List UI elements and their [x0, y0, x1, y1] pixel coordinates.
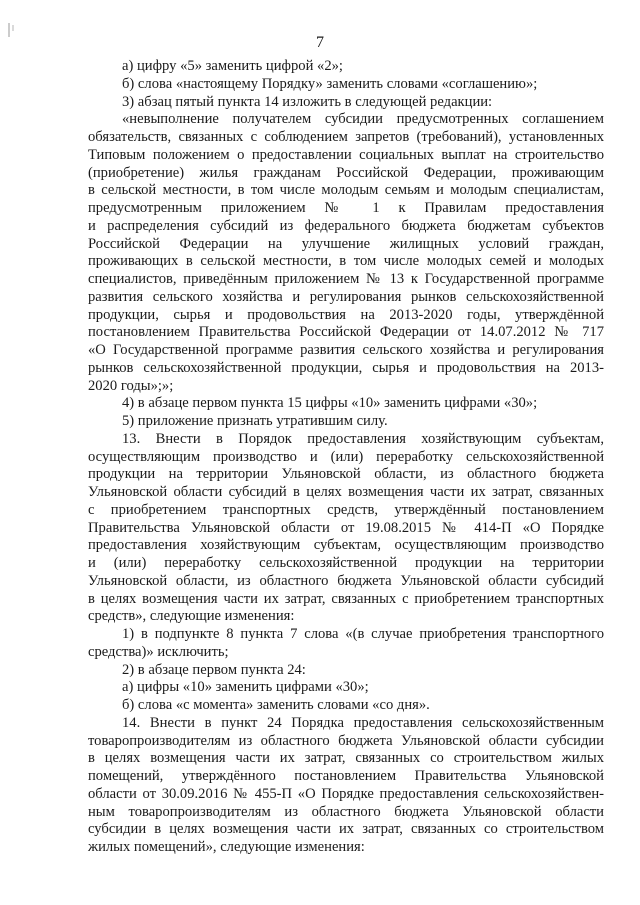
page-number: 7: [316, 34, 324, 51]
text-line: обязательств, связанных с соблюдением запретов (требований), установленных: [88, 129, 604, 145]
text-line: в целях возмещения части их затрат, связанных с приобретением транспортных: [88, 590, 604, 607]
text-line: а) цифру «5» заменить цифрой «2»;: [122, 58, 343, 74]
text-line: специалистов, приведённым приложением № 13 к Государственной программе: [88, 271, 604, 287]
text-line: Ульяновской области субсидий в целях возмещения части их затрат, связанных: [88, 484, 604, 500]
text-line: и распределения субсидий из федерального бюджета бюджетам субъектов: [88, 217, 604, 234]
text-line: субсидии в целях возмещения части их затрат, связанных со строительством: [88, 821, 604, 838]
text-line: рынков сельскохозяйственной продукции, сырья и продовольствия на 2013-: [88, 359, 604, 376]
text-line: 4) в абзаце первом пункта 15 цифры «10» заменить цифрами «30»;: [122, 395, 538, 412]
text-line: 5) приложение признать утратившим силу.: [122, 413, 388, 429]
text-line: развития сельского хозяйства и регулирования рынков сельскохозяйственной: [88, 288, 604, 305]
text-line: 14. Внести в пункт 24 Порядка предоставления сельскохозяйственным: [122, 714, 604, 731]
text-line: 13. Внести в Порядок предоставления хозяйствующим субъектам,: [122, 430, 604, 447]
text-line: в целях возмещения части их затрат, связанных со строительством жилых: [88, 750, 604, 767]
document-body: [88, 58, 604, 857]
text-line: осуществляющим производство и (или) переработку сельскохозяйственной: [88, 448, 604, 465]
text-line: Правительства Ульяновской области от 19.08.2015 № 414-П «О Порядке: [88, 519, 604, 536]
text-line: 2020 годы»;»;: [88, 377, 174, 394]
text-line: и (или) переработку сельскохозяйственной продукции на территории: [88, 555, 604, 571]
text-line: постановлением Правительства Российской Федерации от 14.07.2012 № 717: [88, 324, 604, 341]
text-line: проживающих в сельской местности, в том числе молодых семей и молодых: [88, 253, 604, 270]
text-line: «О Государственной программе развития сельского хозяйства и регулирования: [88, 342, 604, 358]
text-line: б) слова «с момента» заменить словами «со дня».: [122, 697, 430, 713]
text-line: б) слова «настоящему Порядку» заменить словами «соглашению»;: [122, 75, 538, 92]
text-line: (приобретение) жилья гражданам Российской Федерации, проживающим: [88, 164, 604, 181]
text-line: предоставления хозяйствующим субъектам, осуществляющим производство: [88, 537, 604, 554]
text-line: а) цифры «10» заменить цифрами «30»;: [122, 679, 369, 696]
text-line: ным товаропроизводителям из областного бюджета Ульяновской области: [88, 803, 604, 820]
text-line: средства)» исключить;: [88, 643, 229, 660]
text-line: помещений, утверждённого постановлением Правительства Ульяновской: [88, 768, 604, 784]
text-line: 1) в подпункте 8 пункта 7 слова «(в случае приобретения транспортного: [122, 626, 604, 642]
text-line: предусмотренным приложением № 1 к Правилам предоставления: [88, 200, 604, 216]
text-line: жилых помещений», следующие изменения:: [88, 839, 365, 855]
text-line: товаропроизводителям из областного бюджета Ульяновской области субсидии: [88, 732, 604, 749]
text-line: в сельской местности, в том числе молодым семьям и молодым специалистам,: [88, 182, 604, 199]
text-line: 2) в абзаце первом пункта 24:: [122, 661, 306, 678]
text-line: средств», следующие изменения:: [88, 608, 295, 625]
text-line: «невыполнение получателем субсидии предусмотренных соглашением: [122, 111, 604, 128]
text-line: Типовым положением о предоставлении социальных выплат на строительство: [88, 146, 604, 163]
text-line: продукции на территории Ульяновской области, из областного бюджета: [88, 466, 604, 483]
text-line: 3) абзац пятый пункта 14 изложить в следующей редакции:: [122, 93, 493, 110]
text-line: с приобретением транспортных средств, утверждённый постановлением: [88, 501, 604, 518]
text-line: области от 30.09.2016 № 455-П «О Порядке предоставления сельскохозяйствен-: [88, 785, 604, 802]
text-line: Ульяновской области, из областного бюджета Ульяновской области субсидий: [88, 572, 604, 589]
text-line: Российской Федерации на улучшение жилищных условий граждан,: [88, 235, 604, 252]
text-line: продукции, сырья и продовольствия на 2013-2020 годы, утверждённой: [88, 306, 604, 323]
